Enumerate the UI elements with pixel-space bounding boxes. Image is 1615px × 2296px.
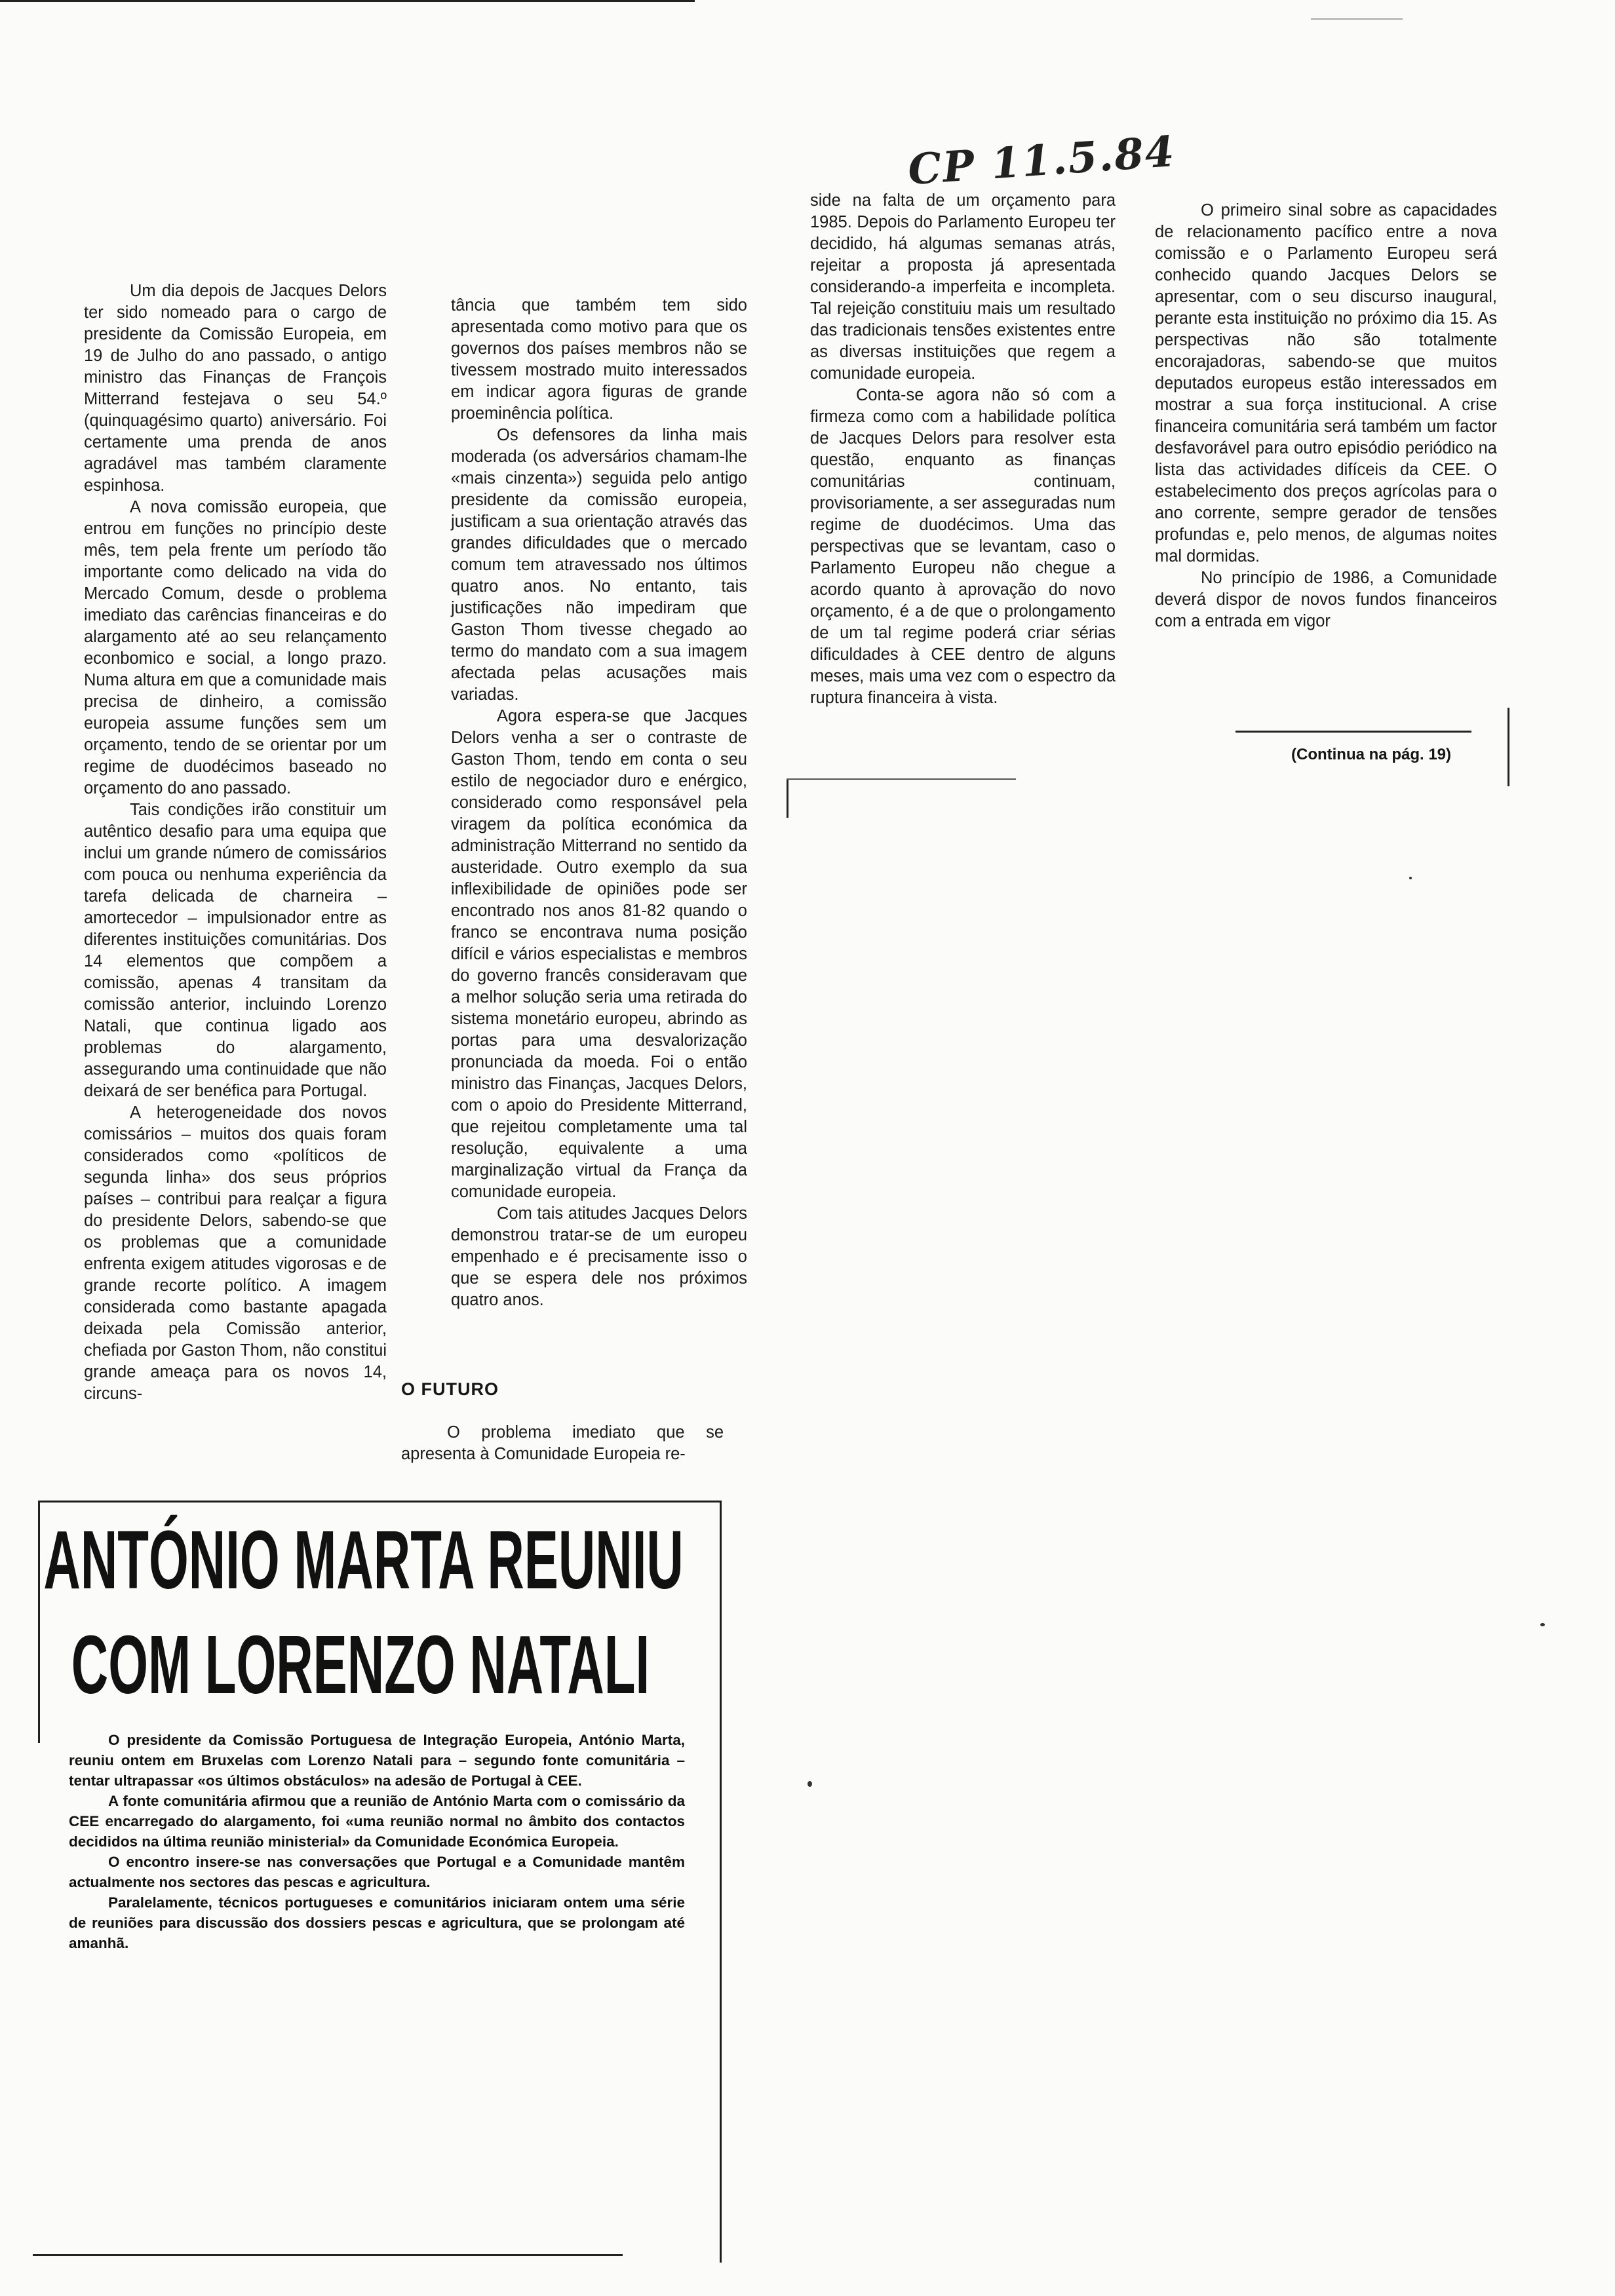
handwritten-date-annotation: CP 11.5.84 [906,126,1177,195]
boxed-headline-line-2: COM LORENZO NATALI [71,1618,650,1711]
boxed-article-left-rule [38,1501,40,1743]
continued-on-page-note: (Continua na pág. 19) [1291,746,1452,763]
paragraph: O problema imediato que se apresenta à Comunidade Europeia re- [401,1423,724,1463]
paragraph: No princípio de 1986, a Comunidade deverá dispor de novos fundos financeiros com a entrada em vigor [1155,569,1497,630]
column-4-end-rule [1236,731,1471,733]
paragraph: Agora espera-se que Jacques Delors venha a ser o contraste de Gaston Thom, tendo em conta o seu estilo de negociador duro e enérgico, considerado como responsável pela viragem da política económica da administração Mitterrand no sentido da austeridade. Outro exemplo da sua inflexibilidade de opiniões pode ser encontrado nos anos 81-82 quando o franco se encontrava numa posição difícil e vários especialistas e membros do governo francês consideravam que a melhor solução seria uma retirada do sistema monetário europeu, abrindo as portas para uma desvalorização pronunciada da moeda. Foi o então ministro das Finanças, Jacques Delors, com o apoio do Presidente Mitterrand, que rejeitou completamente uma tal resolução, equivalente a uma marginalização virtual da França da comunidade europeia. [451,707,747,1201]
column-4-side-rule [1508,708,1509,786]
boxed-article-body [69,1730,685,1953]
paragraph: Paralelamente, técnicos portugueses e comunitários iniciaram ontem uma série de reuniões para discussão dos dossiers pescas e agricultura, que se prolongam até amanhã. [69,1894,685,1951]
paragraph: Com tais atitudes Jacques Delors demonstrou tratar-se de um europeu empenhado e é precisamente isso o que se espera dele nos próximos quatro anos. [451,1204,747,1309]
paragraph: Os defensores da linha mais moderada (os adversários chamam-lhe «mais cinzenta») seguida pelo antigo presidente da comissão europeia, justificam a sua orientação através das grandes dificuldades que o mercado comum tem atravessado nos últimos quatro anos. No entanto, tais justificações não impediram que Gaston Thom tivesse chegado ao termo do mandato com a sua imagem afectada pelas acusações mais variadas. [451,426,747,704]
scan-speck [1409,877,1412,879]
paragraph: Tais condições irão constituir um autêntico desafio para uma equipa que inclui um grande número de comissários com pouca ou nenhuma experiência da tarefa delicada de charneira – amortecedor – impulsionador entre as diferentes instituições comunitárias. Dos 14 elementos que compõem a comissão, apenas 4 transitam da comissão anterior, incluindo Lorenzo Natali, que continua ligado aos problemas do alargamento, assegurando uma continuidade que não deixará de ser benéfica para Portugal. [84,801,387,1100]
column-3-base-hrule [787,778,1016,780]
paragraph: O encontro insere-se nas conversações que Portugal e a Comunidade mantêm actualmente nos sectores das pescas e agricultura. [69,1854,685,1890]
paragraph: A nova comissão europeia, que entrou em funções no princípio deste mês, tem pela frente um período tão importante como delicado na vida do Mercado Comum, desde o problema imediato das carências financeiras e do alargamento até ao seu relançamento econbomico e social, a longo prazo. Numa altura em que a comunidade mais precisa de dinheiro, a comissão europeia assume funções sem um orçamento, tendo de se orientar por um regime de duodécimos baseado no orçamento do ano passado. [84,498,387,797]
scan-speck [1540,1623,1545,1626]
article-column-1 [84,280,387,1405]
paragraph: side na falta de um orçamento para 1985. Depois do Parlamento Europeu ter decidido, há algumas semanas atrás, rejeitar a proposta já apresentada considerando-a imperfeita e incompleta. Tal rejeição constituiu mais um resultado das tradicionais tensões existentes entre as diversas instituições que regem a comunidade europeia. [810,191,1116,383]
paragraph: A fonte comunitária afirmou que a reunião de António Marta com o comissário da CEE encarregado do alargamento, foi «uma reunião normal no âmbito dos contactos decididos na última reunião ministerial» da Comunidade Económica Europeia. [69,1793,685,1850]
scan-speck [808,1781,812,1787]
boxed-article-bottom-rule [33,2254,623,2256]
paragraph: Conta-se agora não só com a firmeza como com a habilidade política de Jacques Delors para resolver esta questão, enquanto as finanças comunitárias continuam, provisoriamente, a ser asseguradas num regime de duodécimos. Uma das perspectivas que se levantam, caso o Parlamento Europeu não chegue a acordo quanto à aprovação do novo orçamento, é a de que o prolongamento de um tal regime poderá criar sérias dificuldades à CEE dentro de alguns meses, mais uma vez com o espectro da ruptura financeira à vista. [810,386,1116,707]
paragraph: O presidente da Comissão Portuguesa de Integração Europeia, António Marta, reuniu ontem em Bruxelas com Lorenzo Natali para – segundo fonte comunitária – tentar ultrapassar «os últimos obstáculos» na adesão de Portugal à CEE. [69,1732,685,1789]
scan-top-mark [1311,18,1403,20]
paragraph: A heterogeneidade dos novos comissários – muitos dos quais foram considerados como «políticos de segunda linha» dos seus próprios países – contribui para realçar a figura do presidente Delors, sabendo-se que os problemas que a comunidade enfrenta exigem atitudes vigorosas e de grande recorte político. A imagem considerada como bastante apagada deixada pela Comissão anterior, chefiada por Gaston Thom, não constitui grande ameaça para os novos 14, circuns- [84,1103,387,1403]
paragraph: tância que também tem sido apresentada como motivo para que os governos dos países membros não se tivessem mostrado muito interessados em indicar agora figuras de grande proeminência política. [451,296,747,423]
article-column-3 [810,190,1116,709]
boxed-headline-line-1: ANTÓNIO MARTA REUNIU [43,1514,684,1606]
scan-top-rule [0,0,695,2]
article-column-4 [1155,200,1497,632]
paragraph: Um dia depois de Jacques Delors ter sido nomeado para o cargo de presidente da Comissão Europeia, em 19 de Julho do ano passado, o antigo ministro das Finanças de François Mitterrand festejava o seu 54.º (quinquagésimo quarto) aniversário. Foi certamente uma prenda de anos agradável mas também claramente espinhosa. [84,282,387,495]
article-column-2-after-heading [401,1422,724,1465]
article-column-2 [451,295,747,1311]
paragraph: O primeiro sinal sobre as capacidades de relacionamento pacífico entre a nova comissão e o Parlamento Europeu será conhecido quando Jacques Delors se apresentar, com o seu discurso inaugural, perante esta instituição no próximo dia 15. As perspectivas não são totalmente encorajadoras, sabendo-se que muitos deputados europeus estão interessados em mostrar a sua força institucional. A crise financeira comunitária será também um factor desfavorável para outro episódio periódico na lista das actividades difíceis da CEE. O estabelecimento dos preços agrícolas para o ano corrente, sempre gerador de tensões profundas e, pelo menos, de algumas noites mal dormidas. [1155,201,1497,565]
section-heading-o-futuro: O FUTURO [401,1379,499,1399]
column-3-base-rule [787,778,788,818]
